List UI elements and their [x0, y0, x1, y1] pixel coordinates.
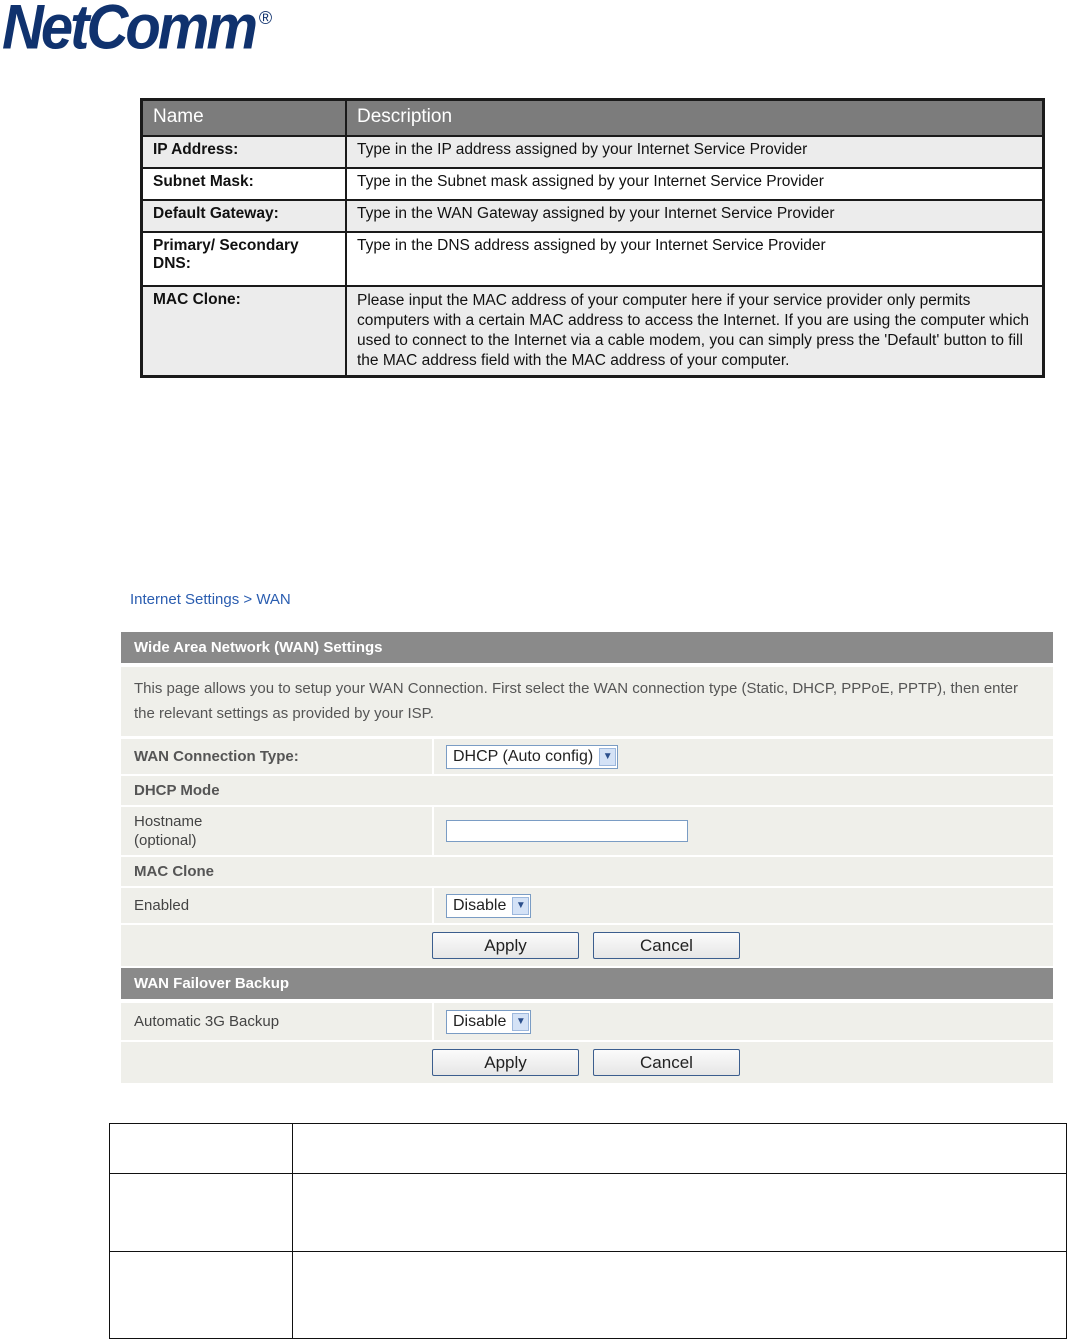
row-desc: Type in the WAN Gateway assigned by your Internet Service Provider — [346, 200, 1044, 232]
wan-intro-text: This page allows you to setup your WAN Connection. First select the WAN connection type (Static, DHCP, PPPoE, PPTP), then enter the relevant settings as provided by your ISP. — [121, 667, 1053, 736]
conn-type-row — [121, 739, 1053, 774]
registered-mark: ® — [258, 8, 273, 28]
auto-3g-select[interactable] — [446, 1010, 531, 1034]
table-row — [142, 232, 1044, 286]
row-name: IP Address: — [142, 136, 347, 168]
conn-type-select[interactable] — [446, 745, 618, 769]
table-row — [110, 1174, 1067, 1252]
conn-type-label: WAN Connection Type: — [134, 748, 299, 765]
auto-3g-value: Disable — [453, 1012, 507, 1030]
auto-3g-label: Automatic 3G Backup — [134, 1013, 280, 1030]
table-row — [110, 1124, 1067, 1174]
breadcrumb[interactable]: Internet Settings > WAN — [130, 591, 291, 608]
header-name: Name — [142, 100, 347, 137]
chevron-down-icon: ▼ — [512, 1013, 529, 1031]
logo-wordmark: NetComm — [2, 0, 255, 63]
hostname-optional-note: (optional) — [134, 832, 197, 849]
failover-apply-button[interactable]: Apply — [432, 1049, 579, 1076]
table-header-row — [142, 100, 1044, 137]
cancel-button[interactable]: Cancel — [593, 932, 740, 959]
table-row — [110, 1252, 1067, 1339]
wan-settings-panel — [121, 632, 1053, 1085]
hostname-label: Hostname — [134, 813, 203, 830]
chevron-down-icon: ▼ — [599, 748, 616, 766]
empty-table — [109, 1123, 1067, 1339]
auto-3g-row — [121, 1003, 1053, 1040]
failover-button-row — [121, 1042, 1053, 1083]
mac-clone-value: Disable — [453, 896, 507, 914]
row-desc: Type in the Subnet mask assigned by your Internet Service Provider — [346, 168, 1044, 200]
dhcp-mode-section: DHCP Mode — [121, 776, 1053, 805]
row-desc: Type in the IP address assigned by your Internet Service Provider — [346, 136, 1044, 168]
conn-type-value: DHCP (Auto config) — [453, 747, 594, 765]
apply-button[interactable]: Apply — [432, 932, 579, 959]
description-table — [140, 98, 1045, 378]
table-row — [142, 286, 1044, 377]
row-desc: Type in the DNS address assigned by your Internet Service Provider — [346, 232, 1044, 286]
row-name: Primary/ Secondary DNS: — [142, 232, 347, 286]
chevron-down-icon: ▼ — [512, 897, 529, 915]
header-description: Description — [346, 100, 1044, 137]
row-name: Default Gateway: — [142, 200, 347, 232]
row-desc: Please input the MAC address of your computer here if your service provider only permits computers with a certain MAC address to access the Internet. If you are using the computer which used to connect to the Internet via a cable modem, you can simply press the 'Default' button to fill the MAC address field with the MAC address of your computer. — [346, 286, 1044, 377]
hostname-row — [121, 807, 1053, 855]
failover-title: WAN Failover Backup — [121, 968, 1053, 1000]
table-row — [142, 168, 1044, 200]
hostname-input[interactable] — [446, 820, 688, 842]
row-name: Subnet Mask: — [142, 168, 347, 200]
wan-settings-title: Wide Area Network (WAN) Settings — [121, 632, 1053, 664]
mac-clone-select[interactable] — [446, 894, 531, 918]
row-name: MAC Clone: — [142, 286, 347, 377]
wan-button-row — [121, 925, 1053, 966]
failover-cancel-button[interactable]: Cancel — [593, 1049, 740, 1076]
enabled-label: Enabled — [134, 897, 190, 914]
table-row — [142, 136, 1044, 168]
netcomm-logo — [2, 0, 273, 63]
mac-enabled-row — [121, 888, 1053, 923]
table-row — [142, 200, 1044, 232]
mac-clone-section: MAC Clone — [121, 857, 1053, 886]
